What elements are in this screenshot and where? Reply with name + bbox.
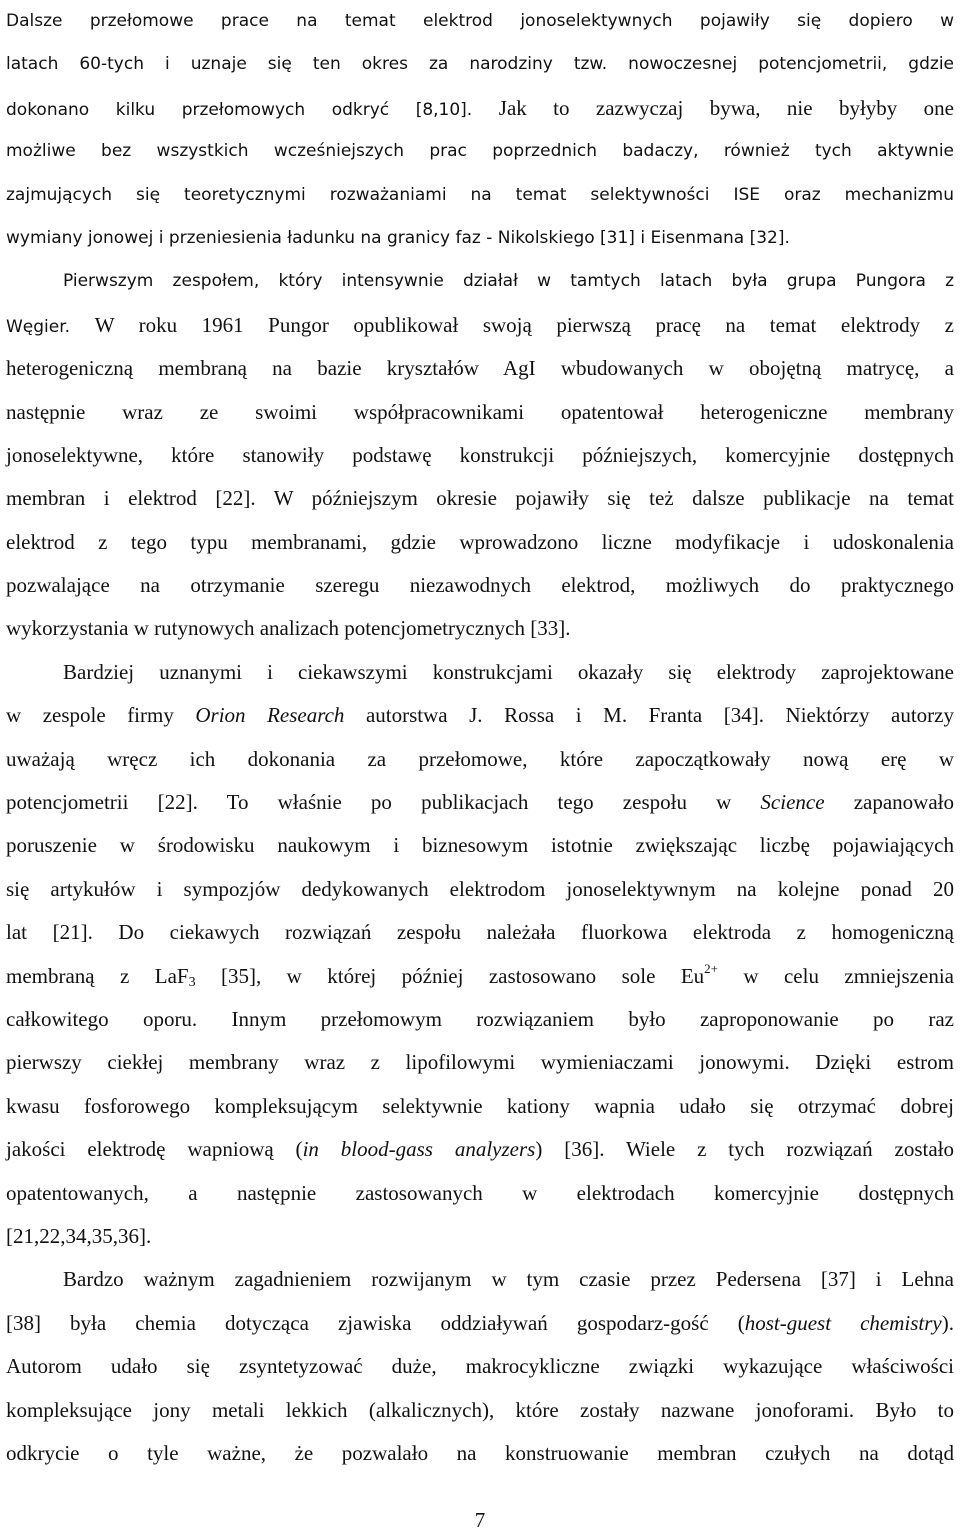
text-run: Autorom udało się zsyntetyzować duże, makrocykliczne związki wykazujące właściwości (6, 1354, 954, 1379)
text-line (6, 391, 954, 434)
text-run: 2+ (704, 960, 718, 976)
text-run: odkrycie o tyle ważne, że pozwalało na konstruowanie membran czułych na dotąd (6, 1440, 954, 1465)
text-line (6, 564, 954, 607)
text-line (6, 43, 954, 86)
text-line (6, 130, 954, 173)
text-run: elektrod z tego typu membranami, gdzie wprowadzono liczne modyfikacje i udoskonalenia (6, 529, 954, 554)
text-line (6, 347, 954, 390)
text-run: jonoselektywne, które stanowiły podstawę konstrukcji późniejszych, komercyjnie dostępnych (6, 442, 954, 467)
text-run: host-guest chemistry (744, 1310, 942, 1335)
text-line (6, 998, 954, 1041)
text-line (6, 1432, 954, 1475)
text-run: ) [36]. Wiele z tych rozwiązań zostało (535, 1137, 954, 1162)
text-run: [21,22,34,35,36]. (6, 1223, 152, 1248)
text-line (6, 1258, 954, 1301)
text-run: Bardziej uznanymi i ciekawszymi konstrukcjami okazały się elektrody zaprojektowane (63, 659, 954, 684)
text-run: ). (941, 1310, 954, 1335)
text-run: membraną z LaF (6, 963, 189, 988)
text-run: dokonano kilku przełomowych odkryć [8,10]. (6, 99, 499, 120)
page-number: 7 (474, 1508, 486, 1532)
document-body (6, 0, 954, 1475)
text-run: pozwalające na otrzymanie szeregu niezawodnych elektrod, możliwych do praktycznego (6, 573, 954, 598)
text-line (6, 1085, 954, 1128)
text-line (6, 477, 954, 520)
text-line (6, 824, 954, 867)
text-line (6, 911, 954, 954)
text-run: wymiany jonowej i przeniesienia ładunku na granicy faz - Nikolskiego [31] i Eisenmana [32]. (6, 227, 790, 248)
text-run: latach 60-tych i uznaje się ten okres za narodziny tzw. nowoczesnej potencjometrii, gdzie (6, 54, 954, 75)
text-run: [38] była chemia dotycząca zjawiska oddziaływań gospodarz-gość ( (6, 1310, 745, 1335)
text-run: się artykułów i sympozjów dedykowanych elektrodom jonoselektywnym na kolejne ponad 20 (6, 876, 954, 901)
text-run: Jak to zazwyczaj bywa, nie byłyby one (498, 95, 955, 120)
text-line (6, 174, 954, 217)
text-run: autorstwa J. Rossa i M. Franta [34]. Niektórzy autorzy (344, 703, 954, 728)
text-run: membran i elektrod [22]. W późniejszym okresie pojawiły się też dalsze publikacje na temat (6, 486, 954, 511)
text-run: Dalsze przełomowe prace na temat elektrod jonoselektywnych pojawiły się dopiero w (6, 11, 954, 31)
text-line (6, 434, 954, 477)
text-run: wykorzystania w rutynowych analizach potencjometrycznych [33]. (6, 616, 571, 641)
text-run: zapanowało (824, 790, 954, 815)
text-run: Bardzo ważnym zagadnieniem rozwijanym w tym czasie przez Pedersena [37] i Lehna (63, 1267, 954, 1292)
text-run: w celu zmniejszenia (718, 963, 954, 988)
text-run: poruszenie w środowisku naukowym i biznesowym istotnie zwiększając liczbę pojawiających (6, 833, 954, 858)
text-run: kwasu fosforowego kompleksującym selektywnie kationy wapnia udało się otrzymać dobrej (6, 1093, 954, 1118)
text-run: W roku 1961 Pungor opublikował swoją pierwszą pracę na temat elektrody z (94, 312, 954, 337)
text-run: możliwe bez wszystkich wcześniejszych prac poprzednich badaczy, również tych aktywnie (6, 141, 954, 162)
text-run: Orion Research (195, 703, 345, 728)
text-line (6, 87, 954, 130)
text-line (6, 1041, 954, 1084)
text-run: następnie wraz ze swoimi współpracownikami opatentował heterogeniczne membrany (6, 399, 954, 424)
text-run: zajmujących się teoretycznymi rozważaniami na temat selektywności ISE oraz mechanizmu (6, 184, 954, 205)
text-line (6, 868, 954, 911)
text-line (6, 217, 954, 260)
text-run: kompleksujące jony metali lekkich (alkalicznych), które zostały nazwane jonoforami. Było to (6, 1397, 954, 1422)
text-line (6, 955, 954, 998)
text-line (6, 781, 954, 824)
text-run: Pierwszym zespołem, który intensywnie działał w tamtych latach była grupa Pungora z (63, 271, 954, 292)
text-run: Science (760, 790, 825, 815)
text-line (6, 1345, 954, 1388)
text-run: [35], w której później zastosowano sole Eu (195, 963, 705, 988)
text-run: lat [21]. Do ciekawych rozwiązań zespołu należała fluorkowa elektroda z homogeniczną (6, 920, 954, 945)
text-run: jakości elektrodę wapniową ( (6, 1137, 303, 1162)
text-line (6, 651, 954, 694)
text-run: w zespole firmy (6, 703, 196, 728)
text-line (6, 1389, 954, 1432)
text-run: całkowitego oporu. Innym przełomowym rozwiązaniem było zaproponowanie po raz (6, 1006, 954, 1031)
text-line (6, 1215, 954, 1258)
text-line (6, 521, 954, 564)
text-line (6, 1172, 954, 1215)
text-line (6, 694, 954, 737)
text-line (6, 260, 954, 303)
text-line (6, 738, 954, 781)
text-run: Węgier. (6, 316, 95, 337)
text-run: opatentowanych, a następnie zastosowanych w elektrodach komercyjnie dostępnych (6, 1180, 954, 1205)
text-run: in blood-gass analyzers (302, 1137, 536, 1162)
text-line (6, 304, 954, 347)
text-line (6, 0, 954, 43)
text-run: pierwszy ciekłej membrany wraz z lipofilowymi wymieniaczami jonowymi. Dzięki estrom (6, 1050, 954, 1075)
text-run: 3 (188, 974, 196, 990)
text-line (6, 1302, 954, 1345)
text-line (6, 607, 954, 650)
text-run: heterogeniczną membraną na bazie kryształów AgI wbudowanych w obojętną matrycę, a (6, 356, 954, 381)
text-run: uważają wręcz ich dokonania za przełomowe, które zapoczątkowały nową erę w (6, 746, 954, 771)
text-line (6, 1128, 954, 1171)
text-run: potencjometrii [22]. To właśnie po publikacjach tego zespołu w (6, 790, 761, 815)
